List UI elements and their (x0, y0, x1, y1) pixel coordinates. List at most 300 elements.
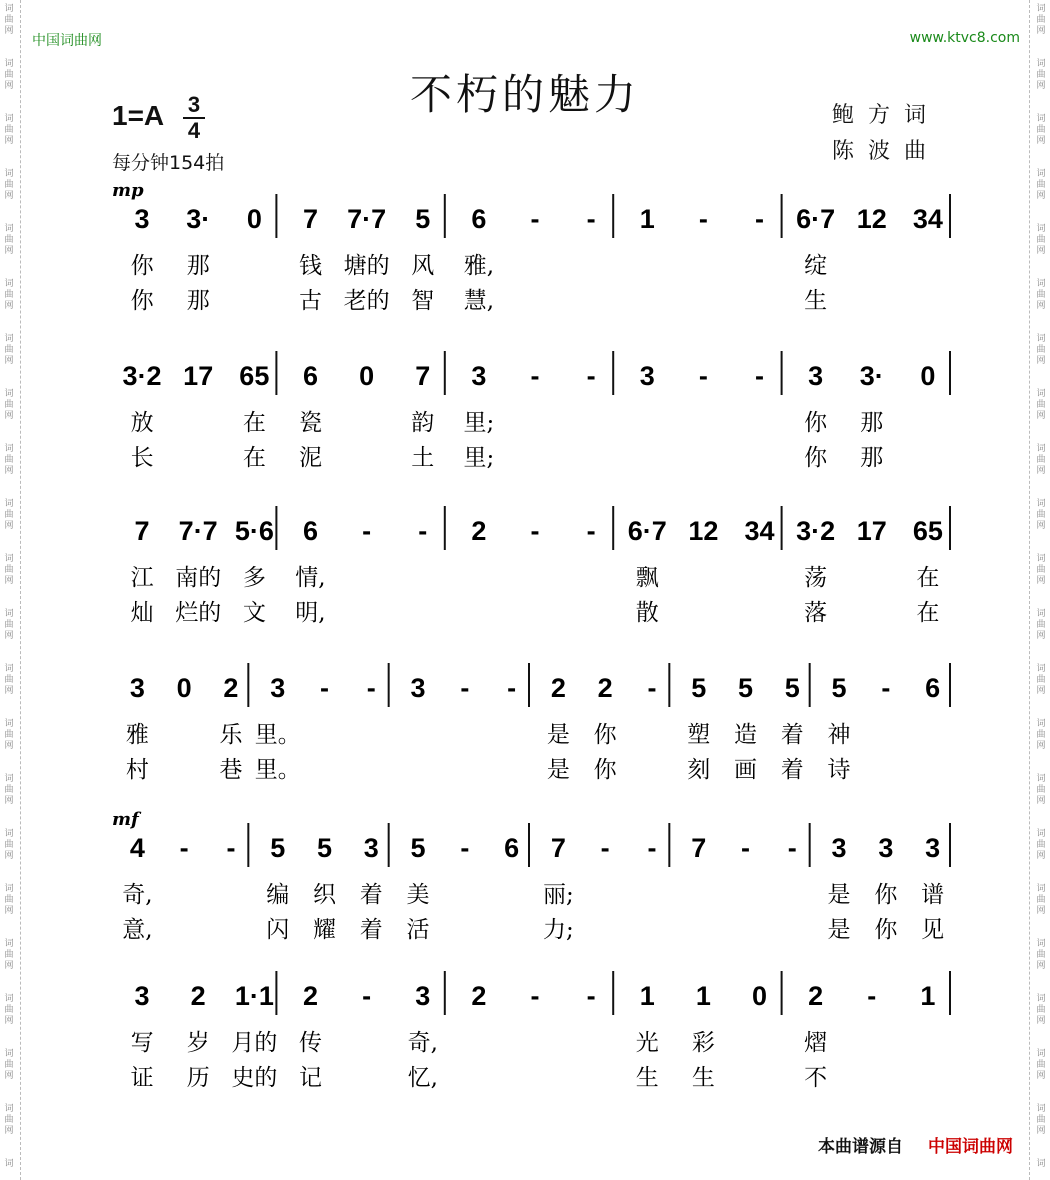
watermark-char: 词 (4, 499, 14, 509)
note-group: 0 (920, 361, 936, 391)
note-group: 3 (471, 361, 487, 391)
time-numerator: 3 (187, 92, 201, 117)
note-group: 65 (912, 516, 943, 546)
lyric-verse-2: 在 (916, 600, 940, 626)
lyric-verse-1: 塘的 (343, 253, 390, 279)
watermark-char: 词 (4, 719, 14, 729)
lyric-verse-2: 不 (804, 1065, 828, 1091)
note-group: - (647, 833, 657, 863)
lyric-verse-1: 传 (298, 1030, 322, 1056)
tempo-marking: 每分钟154拍 (112, 152, 225, 174)
note-group: 6 (504, 833, 520, 863)
watermark-char: 曲 (1036, 125, 1046, 135)
note-group: 3 (134, 981, 150, 1011)
lyric-verse-2: 智 (411, 288, 435, 314)
watermark-char: 词 (1036, 444, 1046, 454)
watermark-char: 曲 (1036, 15, 1046, 25)
watermark-char: 词 (1036, 114, 1046, 124)
lyric-verse-2: 闪 (266, 917, 290, 943)
note-group: 3 (270, 673, 286, 703)
watermark-char: 网 (1036, 906, 1046, 916)
lyric-verse-2: 活 (406, 917, 430, 943)
note-group: 5 (270, 833, 286, 863)
song-title: 不朽的魅力 (409, 70, 640, 119)
note-group: - (586, 516, 596, 546)
note-group: 3 (808, 361, 824, 391)
lyric-verse-1: 在 (242, 410, 266, 436)
lyric-verse-2: 诗 (827, 757, 851, 783)
watermark-char: 网 (1036, 741, 1046, 751)
lyric-verse-2: 里。 (254, 757, 301, 783)
watermark-char: 词 (1036, 169, 1046, 179)
footer-source-label: 本曲谱源自 (818, 1137, 903, 1157)
watermark-char: 曲 (1036, 455, 1046, 465)
watermark-char: 曲 (1036, 895, 1046, 905)
watermark-char: 词 (1036, 939, 1046, 949)
watermark-char: 网 (1036, 301, 1046, 311)
lyric-verse-2: 生 (635, 1065, 659, 1091)
watermark-char: 网 (4, 906, 14, 916)
lyric-verse-2: 在 (242, 445, 266, 471)
watermark-char: 网 (1036, 1016, 1046, 1026)
lyric-verse-2: 你 (804, 445, 828, 471)
lyric-verse-2: 那 (860, 445, 884, 471)
lyric-verse-1: 奇, (407, 1030, 438, 1056)
watermark-char: 曲 (1036, 1005, 1046, 1015)
lyric-verse-1: 飘 (635, 565, 659, 591)
watermark-char: 网 (1036, 136, 1046, 146)
watermark-char: 词 (1036, 4, 1046, 14)
watermark-char: 曲 (1036, 675, 1046, 685)
note-group: 3 (134, 204, 150, 234)
watermark-char: 词 (4, 1049, 14, 1059)
lyric-verse-2: 是 (827, 917, 851, 943)
watermark-char: 曲 (4, 620, 14, 630)
lyric-verse-1: 那 (186, 253, 210, 279)
watermark-char: 曲 (1036, 565, 1046, 575)
note-group: 2 (550, 673, 566, 703)
note-group: 65 (239, 361, 270, 391)
watermark-char: 网 (4, 631, 14, 641)
lyric-verse-2: 长 (130, 445, 154, 471)
lyric-verse-2: 是 (546, 757, 570, 783)
lyric-verse-1: 韵 (411, 410, 435, 436)
watermark-char: 曲 (4, 125, 14, 135)
note-group: 7·7 (347, 204, 387, 234)
lyric-verse-1: 是 (546, 722, 570, 748)
note-group: - (362, 516, 372, 546)
lyric-verse-2: 证 (130, 1065, 154, 1091)
note-group: - (507, 673, 517, 703)
lyric-verse-1: 熠 (804, 1030, 828, 1056)
note-group: - (867, 981, 877, 1011)
watermark-char: 网 (1036, 576, 1046, 586)
note-group: 34 (912, 204, 943, 234)
note-group: 7 (415, 361, 431, 391)
note-group: - (755, 204, 765, 234)
note-group: - (362, 981, 372, 1011)
note-group: - (530, 981, 540, 1011)
lyric-verse-1: 奇, (122, 882, 153, 908)
lyric-verse-1: 塑 (687, 722, 711, 748)
watermark-char: 网 (1036, 521, 1046, 531)
lyric-verse-1: 绽 (804, 253, 828, 279)
footer-source-site[interactable]: 中国词曲网 (928, 1137, 1013, 1157)
site-url-right[interactable]: www.ktvc8.com (909, 30, 1020, 46)
note-group: - (320, 673, 329, 703)
time-denominator: 4 (187, 118, 201, 143)
watermark-char: 词 (4, 994, 14, 1004)
note-group: 6·7 (627, 516, 667, 546)
lyric-verse-2: 生 (691, 1065, 715, 1091)
lyric-verse-2: 明, (295, 600, 326, 626)
note-group: - (787, 833, 797, 863)
note-group: 3 (925, 833, 941, 863)
watermark-char: 曲 (1036, 840, 1046, 850)
watermark-char: 曲 (1036, 1060, 1046, 1070)
lyric-verse-2: 见 (921, 917, 945, 943)
lyric-verse-1: 放 (130, 410, 154, 436)
note-group: 2 (471, 981, 487, 1011)
key-signature: 1=A (112, 100, 165, 131)
note-group: - (530, 516, 540, 546)
watermark-char: 曲 (1036, 180, 1046, 190)
watermark-char: 曲 (1036, 950, 1046, 960)
note-group: 3 (878, 833, 894, 863)
lyric-verse-2: 巷 (219, 757, 243, 783)
lyric-verse-2: 土 (411, 445, 435, 471)
watermark-char: 网 (4, 81, 14, 91)
watermark-char: 曲 (4, 510, 14, 520)
watermark-char: 网 (4, 576, 14, 586)
watermark-char: 网 (1036, 961, 1046, 971)
lyric-verse-1: 彩 (691, 1030, 715, 1056)
lyric-verse-1: 乐 (219, 722, 243, 748)
lyric-verse-1: 雅 (125, 722, 149, 748)
lyric-verse-1: 美 (406, 882, 430, 908)
watermark-char: 曲 (4, 675, 14, 685)
watermark-char: 词 (1036, 664, 1046, 674)
watermark-char: 曲 (4, 455, 14, 465)
lyric-verse-2: 古 (298, 288, 322, 314)
watermark-char: 网 (4, 686, 14, 696)
watermark-char: 网 (4, 356, 14, 366)
watermark-char: 曲 (4, 730, 14, 740)
watermark-char: 曲 (1036, 235, 1046, 245)
lyric-verse-2: 慧, (463, 288, 495, 314)
note-group: - (741, 833, 750, 863)
watermark-char: 网 (4, 136, 14, 146)
dynamic-marking: mp (112, 180, 144, 201)
watermark-char: 曲 (1036, 510, 1046, 520)
lyric-verse-1: 钱 (298, 253, 322, 279)
lyric-verse-2: 力; (543, 917, 574, 943)
note-group: - (586, 361, 596, 391)
note-group: - (460, 673, 470, 703)
lyric-verse-1: 丽; (543, 882, 574, 908)
lyric-verse-1: 是 (827, 882, 851, 908)
note-group: 5 (784, 673, 800, 703)
note-group: 3· (859, 361, 884, 391)
watermark-char: 词 (4, 444, 14, 454)
lyric-verse-1: 着 (359, 882, 383, 908)
watermark-char: 网 (1036, 796, 1046, 806)
note-group: - (226, 833, 236, 863)
watermark-char: 词 (1036, 719, 1046, 729)
watermark-char: 曲 (4, 950, 14, 960)
lyric-verse-2: 生 (804, 288, 828, 314)
note-group: - (600, 833, 610, 863)
lyric-verse-2: 你 (593, 757, 617, 783)
note-group: - (698, 204, 708, 234)
watermark-char: 曲 (4, 180, 14, 190)
watermark-char: 网 (1036, 411, 1046, 421)
watermark-char: 曲 (1036, 730, 1046, 740)
lyric-verse-1: 着 (780, 722, 804, 748)
watermark-char: 词 (1036, 499, 1046, 509)
note-group: 2 (597, 673, 613, 703)
lyric-verse-2: 那 (186, 288, 210, 314)
note-group: 3 (415, 981, 431, 1011)
watermark-char: 词 (4, 774, 14, 784)
note-group: 2 (302, 981, 318, 1011)
note-group: 3·2 (796, 516, 836, 546)
watermark-char: 曲 (1036, 290, 1046, 300)
watermark-char: 词 (1036, 1159, 1046, 1169)
lyric-verse-1: 雅, (463, 253, 495, 279)
lyric-verse-1: 情, (295, 565, 326, 591)
lyric-verse-2: 着 (780, 757, 804, 783)
lyric-verse-2: 史的 (231, 1065, 278, 1091)
note-group: 17 (856, 516, 887, 546)
note-group: 1 (695, 981, 711, 1011)
watermark-char: 词 (1036, 334, 1046, 344)
note-group: 5 (316, 833, 333, 863)
watermark-char: 曲 (4, 565, 14, 575)
watermark-char: 词 (4, 224, 14, 234)
watermark-char: 曲 (4, 400, 14, 410)
note-group: 7 (302, 204, 318, 234)
watermark-char: 词 (4, 4, 14, 14)
watermark-char: 网 (1036, 81, 1046, 91)
watermark-char: 网 (4, 521, 14, 531)
note-group: 3·2 (122, 361, 162, 391)
note-group: 6 (302, 516, 318, 546)
watermark-char: 网 (4, 851, 14, 861)
note-group: 5 (831, 673, 847, 703)
watermark-char: 网 (4, 1126, 14, 1136)
watermark-char: 曲 (4, 1115, 14, 1125)
note-group: 0 (176, 673, 192, 703)
note-group: 3 (639, 361, 655, 391)
lyric-verse-2: 泥 (298, 445, 322, 471)
watermark-char: 网 (4, 191, 14, 201)
note-group: 2 (808, 981, 824, 1011)
lyric-verse-2: 历 (186, 1065, 210, 1091)
watermark-char: 词 (4, 554, 14, 564)
watermark-char: 词 (4, 59, 14, 69)
watermark-char: 曲 (4, 345, 14, 355)
watermark-char: 曲 (4, 785, 14, 795)
lyric-verse-1: 瓷 (298, 410, 322, 436)
note-group: 5 (691, 673, 707, 703)
lyric-verse-1: 造 (734, 722, 757, 748)
note-group: - (460, 833, 470, 863)
lyric-verse-1: 南的 (175, 565, 222, 591)
watermark-char: 曲 (1036, 1115, 1046, 1125)
watermark-char: 词 (4, 939, 14, 949)
watermark-char: 网 (1036, 191, 1046, 201)
note-group: 7·7 (178, 516, 218, 546)
note-group: 1 (920, 981, 936, 1011)
note-group: - (755, 361, 765, 391)
lyric-verse-1: 那 (860, 410, 884, 436)
site-name-left[interactable]: 中国词曲网 (32, 33, 102, 49)
lyric-verse-2: 落 (804, 600, 828, 626)
watermark-char: 词 (1036, 224, 1046, 234)
watermark-char: 网 (4, 796, 14, 806)
watermark-char: 网 (1036, 26, 1046, 36)
note-group: - (586, 204, 596, 234)
watermark-char: 曲 (4, 15, 14, 25)
watermark-char: 词 (4, 1104, 14, 1114)
watermark-char: 曲 (4, 235, 14, 245)
watermark-char: 词 (1036, 994, 1046, 1004)
note-group: 6 (302, 361, 318, 391)
watermark-char: 词 (1036, 279, 1046, 289)
lyric-verse-2: 忆, (407, 1065, 438, 1091)
note-group: 2 (190, 981, 206, 1011)
watermark-char: 网 (1036, 1071, 1046, 1081)
watermark-char: 网 (4, 26, 14, 36)
note-group: 6 (925, 673, 941, 703)
lyric-verse-1: 织 (313, 882, 336, 908)
note-group: 5 (410, 833, 426, 863)
note-group: 1 (639, 981, 655, 1011)
note-group: 5 (737, 673, 754, 703)
note-group: 3 (363, 833, 379, 863)
watermark-char: 曲 (4, 840, 14, 850)
watermark-char: 网 (4, 411, 14, 421)
watermark-char: 词 (1036, 1104, 1046, 1114)
watermark-char: 曲 (4, 290, 14, 300)
note-group: 0 (246, 204, 262, 234)
lyricist-credit: 鲍方词 (832, 103, 941, 128)
note-group: 1 (639, 204, 655, 234)
watermark-char: 词 (1036, 389, 1046, 399)
watermark-char: 网 (4, 301, 14, 311)
watermark-char: 曲 (1036, 345, 1046, 355)
watermark-char: 词 (4, 664, 14, 674)
note-group: - (366, 673, 376, 703)
watermark-char: 曲 (4, 70, 14, 80)
watermark-char: 网 (4, 466, 14, 476)
watermark-char: 词 (1036, 884, 1046, 894)
watermark-char: 曲 (4, 895, 14, 905)
lyric-verse-1: 荡 (804, 565, 828, 591)
watermark-char: 网 (4, 246, 14, 256)
note-group: - (530, 204, 540, 234)
lyric-verse-1: 月的 (231, 1030, 278, 1056)
lyric-verse-1: 在 (916, 565, 940, 591)
watermark-char: 词 (1036, 554, 1046, 564)
note-group: 3 (129, 673, 145, 703)
lyric-verse-2: 记 (298, 1065, 322, 1091)
lyric-verse-2: 你 (130, 288, 154, 314)
watermark-char: 网 (1036, 631, 1046, 641)
watermark-char: 网 (1036, 356, 1046, 366)
watermark-char: 词 (4, 334, 14, 344)
note-group: - (647, 673, 657, 703)
note-group: 6 (471, 204, 487, 234)
note-group: - (586, 981, 596, 1011)
watermark-char: 词 (4, 884, 14, 894)
watermark-char: 曲 (1036, 785, 1046, 795)
note-group: 34 (744, 516, 775, 546)
lyric-verse-1: 神 (827, 722, 851, 748)
watermark-char: 网 (4, 1071, 14, 1081)
watermark-char: 词 (1036, 829, 1046, 839)
note-group: - (881, 673, 891, 703)
watermark-char: 曲 (1036, 400, 1046, 410)
lyric-verse-2: 里; (463, 445, 495, 471)
watermark-char: 词 (4, 829, 14, 839)
watermark-char: 词 (4, 279, 14, 289)
watermark-char: 词 (1036, 609, 1046, 619)
watermark-char: 网 (1036, 246, 1046, 256)
note-group: 5 (415, 204, 431, 234)
note-group: 3 (831, 833, 847, 863)
lyric-verse-1: 你 (130, 253, 154, 279)
lyric-verse-1: 江 (130, 565, 154, 591)
composer-credit: 陈波曲 (832, 139, 941, 164)
lyric-verse-1: 里; (463, 410, 495, 436)
lyric-verse-1: 里。 (254, 722, 301, 748)
lyric-verse-1: 光 (635, 1030, 659, 1056)
watermark-char: 网 (1036, 851, 1046, 861)
watermark-char: 词 (1036, 774, 1046, 784)
lyric-verse-2: 耀 (313, 917, 336, 943)
note-group: 2 (471, 516, 487, 546)
note-group: 12 (856, 204, 887, 234)
watermark-char: 网 (4, 741, 14, 751)
lyric-verse-1: 谱 (921, 882, 945, 908)
lyric-verse-1: 编 (266, 882, 290, 908)
lyric-verse-1: 风 (411, 253, 435, 279)
watermark-char: 网 (1036, 1126, 1046, 1136)
watermark-char: 网 (1036, 686, 1046, 696)
lyric-verse-1: 你 (593, 722, 617, 748)
lyric-verse-2: 村 (125, 757, 149, 783)
watermark-char: 曲 (4, 1005, 14, 1015)
note-group: 7 (691, 833, 707, 863)
watermark-char: 词 (4, 114, 14, 124)
lyric-verse-2: 散 (635, 600, 659, 626)
lyric-verse-1: 岁 (186, 1030, 210, 1056)
watermark-char: 词 (4, 169, 14, 179)
note-group: - (418, 516, 428, 546)
note-group: 12 (688, 516, 719, 546)
note-group: 3 (410, 673, 426, 703)
lyric-verse-2: 你 (874, 917, 898, 943)
lyric-verse-2: 烂的 (175, 600, 222, 626)
lyric-verse-2: 文 (242, 600, 266, 626)
watermark-char: 曲 (1036, 620, 1046, 630)
note-group: - (179, 833, 189, 863)
note-group: 0 (752, 981, 768, 1011)
note-group: 4 (129, 833, 145, 863)
lyric-verse-1: 多 (242, 565, 266, 591)
